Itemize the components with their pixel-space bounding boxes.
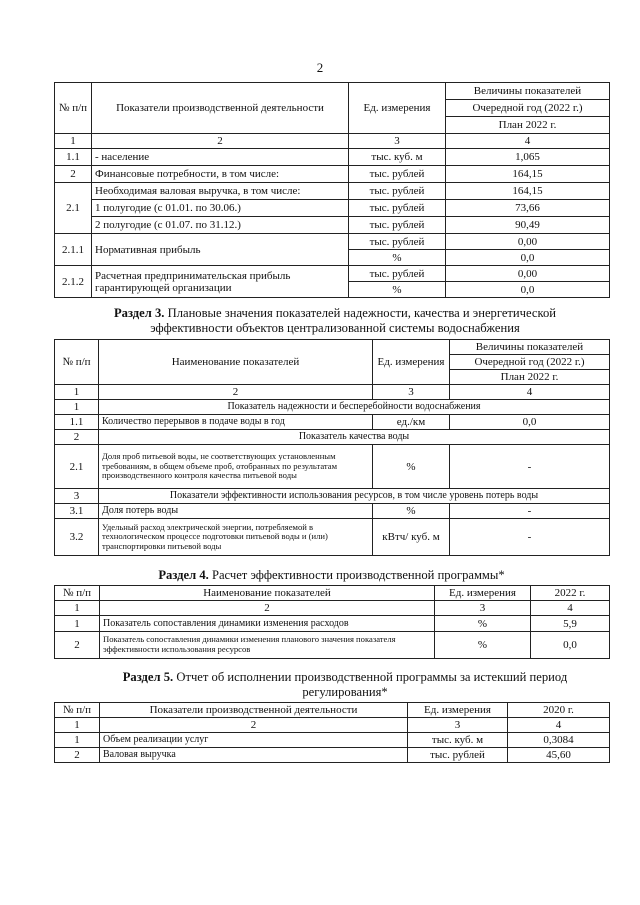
- row-num: 2.1.1: [55, 234, 92, 266]
- group-num: 2: [55, 430, 99, 445]
- table-row: [55, 616, 610, 632]
- index-cell: 2: [92, 134, 349, 149]
- index-cell: 4: [531, 601, 610, 616]
- group-row: [55, 489, 610, 504]
- index-cell: 2: [100, 718, 408, 733]
- table-row: [55, 149, 610, 166]
- group-num: 3: [55, 489, 99, 504]
- row-value: 0,0: [446, 250, 610, 266]
- index-cell: 4: [450, 385, 610, 400]
- header-name: Наименование показателей: [99, 340, 373, 385]
- row-name: Финансовые потребности, в том числе:: [92, 166, 349, 183]
- row-unit: тыс. рублей: [349, 183, 446, 200]
- table-row: [55, 519, 610, 556]
- row-num: 2: [55, 166, 92, 183]
- index-cell: 3: [373, 385, 450, 400]
- row-num: 2: [55, 748, 100, 763]
- row-unit: тыс. рублей: [408, 748, 508, 763]
- header-indicator: Показатели производственной деятельности: [92, 83, 349, 134]
- index-cell: 2: [100, 601, 435, 616]
- header-unit: Ед. измерения: [408, 703, 508, 718]
- row-num: 2.1: [55, 183, 92, 234]
- row-value: -: [450, 445, 610, 489]
- row-value: 164,15: [446, 183, 610, 200]
- row-value: 0,0: [450, 415, 610, 430]
- row-name: Показатель сопоставления динамики изменения планового значения показателя эффективности использования ресурсов: [100, 632, 435, 659]
- section4-table: [54, 585, 610, 659]
- row-unit: тыс. рублей: [349, 166, 446, 183]
- table-row: [55, 415, 610, 430]
- index-row: [55, 134, 610, 149]
- index-cell: 3: [408, 718, 508, 733]
- header-unit: Ед. измерения: [349, 83, 446, 134]
- row-name: 1 полугодие (с 01.01. по 30.06.): [92, 200, 349, 217]
- index-cell: 1: [55, 134, 92, 149]
- section3-title-text: Плановые значения показателей надежности, качества и энергетической эффективности объектов централизованной системы водоснабжения: [150, 306, 557, 335]
- table-row: [55, 445, 610, 489]
- row-num: 2.1.2: [55, 266, 92, 298]
- row-unit: %: [435, 632, 531, 659]
- header-year: Очередной год (2022 г.): [446, 100, 610, 117]
- group-row: [55, 430, 610, 445]
- section5-title-text: Отчет об исполнении производственной программы за истекший период регулирования*: [176, 670, 568, 699]
- index-cell: 4: [508, 718, 610, 733]
- row-name: Доля проб питьевой воды, не соответствующих установленным требованиям, в общем объеме проб, отобранных по результатам производственного контроля качества питьевой воды: [99, 445, 373, 489]
- group-title: Показатель надежности и бесперебойности водоснабжения: [99, 400, 610, 415]
- row-value: 0,3084: [508, 733, 610, 748]
- production-indicators-table: [54, 82, 610, 298]
- section5-title: [100, 670, 590, 700]
- index-cell: 1: [55, 718, 100, 733]
- row-unit: %: [349, 250, 446, 266]
- section3-title-bold: Раздел 3.: [113, 306, 165, 320]
- group-title: Показатели эффективности использования ресурсов, в том числе уровень потерь воды: [99, 489, 610, 504]
- section3-table: [54, 339, 610, 556]
- index-cell: 4: [446, 134, 610, 149]
- table-row: [55, 504, 610, 519]
- row-unit: тыс. рублей: [349, 266, 446, 282]
- row-value: -: [450, 519, 610, 556]
- header-num: № п/п: [55, 83, 92, 134]
- table-row: [55, 266, 610, 282]
- section5-title-bold: Раздел 5.: [122, 670, 174, 684]
- row-unit: тыс. рублей: [349, 217, 446, 234]
- row-name: Валовая выручка: [100, 748, 408, 763]
- row-name: 2 полугодие (с 01.07. по 31.12.): [92, 217, 349, 234]
- header-year: 2020 г.: [508, 703, 610, 718]
- index-row: [55, 601, 610, 616]
- header-num: № п/п: [55, 703, 100, 718]
- row-value: 90,49: [446, 217, 610, 234]
- table-row: [55, 183, 610, 200]
- header-name: Наименование показателей: [100, 586, 435, 601]
- group-num: 1: [55, 400, 99, 415]
- row-unit: %: [435, 616, 531, 632]
- section3-title: [80, 306, 590, 336]
- header-unit: Ед. измерения: [373, 340, 450, 385]
- section4-title-text: Расчет эффективности производственной программы*: [211, 568, 505, 582]
- table-row: [55, 234, 610, 250]
- row-name: Доля потерь воды: [99, 504, 373, 519]
- header-values: Величины показателей: [450, 340, 610, 355]
- row-num: 2: [55, 632, 100, 659]
- row-unit: тыс. куб. м: [408, 733, 508, 748]
- row-unit: тыс. куб. м: [349, 149, 446, 166]
- section5-table: [54, 702, 610, 763]
- row-num: 1.1: [55, 149, 92, 166]
- index-cell: 1: [55, 385, 99, 400]
- section4-title-bold: Раздел 4.: [158, 568, 209, 582]
- table-row: [55, 733, 610, 748]
- page-number: 2: [316, 60, 324, 75]
- row-value: 45,60: [508, 748, 610, 763]
- row-name: Необходимая валовая выручка, в том числе:: [92, 183, 349, 200]
- index-cell: 3: [349, 134, 446, 149]
- index-cell: 2: [99, 385, 373, 400]
- header-plan: План 2022 г.: [450, 370, 610, 385]
- row-name: Объем реализации услуг: [100, 733, 408, 748]
- table-row: [55, 748, 610, 763]
- index-cell: 1: [55, 601, 100, 616]
- row-value: 164,15: [446, 166, 610, 183]
- header-plan: План 2022 г.: [446, 117, 610, 134]
- table-row: [55, 200, 610, 217]
- table-row: [55, 166, 610, 183]
- row-num: 1: [55, 616, 100, 632]
- row-name: - население: [92, 149, 349, 166]
- header-year: 2022 г.: [531, 586, 610, 601]
- table-row: [55, 217, 610, 234]
- row-name: Удельный расход электрической энергии, потребляемой в технологическом процессе подготовки питьевой воды и (или) транспортировки питьевой воды: [99, 519, 373, 556]
- row-name: Количество перерывов в подаче воды в год: [99, 415, 373, 430]
- index-row: [55, 718, 610, 733]
- row-num: 1: [55, 733, 100, 748]
- table-row: [55, 632, 610, 659]
- row-unit: %: [373, 445, 450, 489]
- row-value: 0,0: [446, 282, 610, 298]
- row-value: 0,00: [446, 234, 610, 250]
- group-title: Показатель качества воды: [99, 430, 610, 445]
- row-name: Расчетная предпринимательская прибыль гарантирующей организации: [92, 266, 349, 298]
- row-unit: кВтч/ куб. м: [373, 519, 450, 556]
- row-unit: %: [349, 282, 446, 298]
- row-num: 3.1: [55, 504, 99, 519]
- group-row: [55, 400, 610, 415]
- header-values: Величины показателей: [446, 83, 610, 100]
- row-num: 3.2: [55, 519, 99, 556]
- row-unit: тыс. рублей: [349, 234, 446, 250]
- index-cell: 3: [435, 601, 531, 616]
- row-unit: ед./км: [373, 415, 450, 430]
- row-value: 0,00: [446, 266, 610, 282]
- row-name: Нормативная прибыль: [92, 234, 349, 266]
- row-value: -: [450, 504, 610, 519]
- row-num: 1.1: [55, 415, 99, 430]
- header-unit: Ед. измерения: [435, 586, 531, 601]
- row-unit: тыс. рублей: [349, 200, 446, 217]
- header-num: № п/п: [55, 586, 100, 601]
- index-row: [55, 385, 610, 400]
- section4-title: [54, 568, 609, 583]
- row-name: Показатель сопоставления динамики изменения расходов: [100, 616, 435, 632]
- header-num: № п/п: [55, 340, 99, 385]
- header-year: Очередной год (2022 г.): [450, 355, 610, 370]
- row-value: 1,065: [446, 149, 610, 166]
- row-unit: %: [373, 504, 450, 519]
- row-value: 5,9: [531, 616, 610, 632]
- header-name: Показатели производственной деятельности: [100, 703, 408, 718]
- row-num: 2.1: [55, 445, 99, 489]
- row-value: 0,0: [531, 632, 610, 659]
- row-value: 73,66: [446, 200, 610, 217]
